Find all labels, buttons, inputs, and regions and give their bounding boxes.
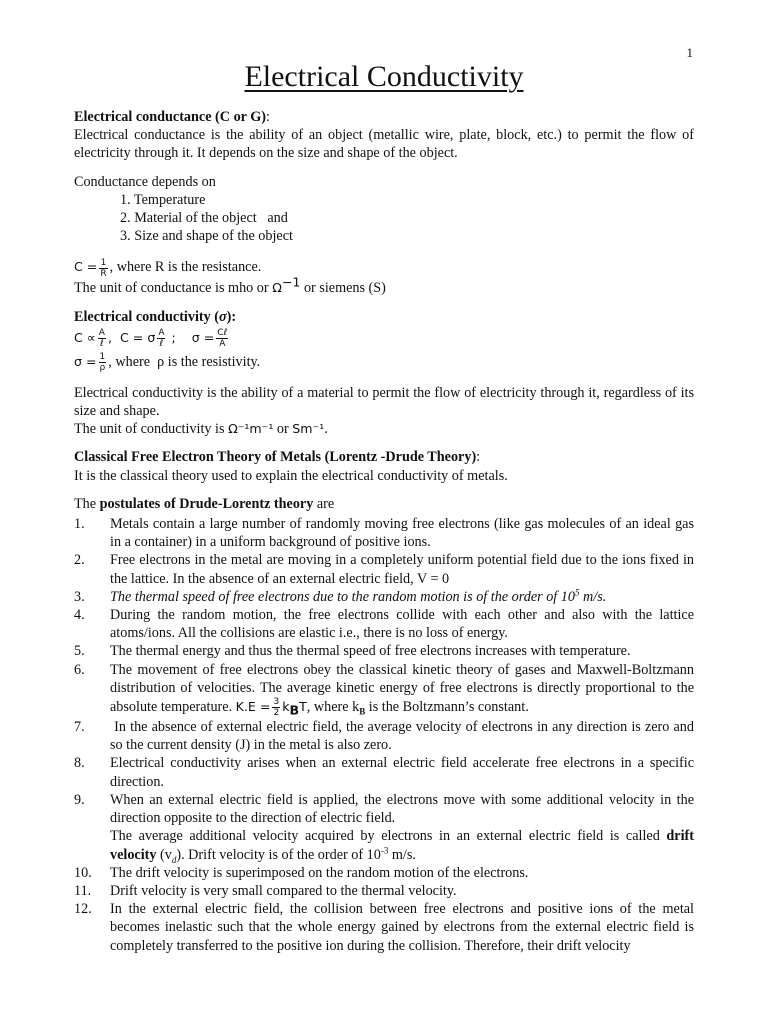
resistivity-formula: σ = $\frac{1}{\rho}$ , where ρ is the resistivity. xyxy=(74,352,261,374)
depends-list xyxy=(120,191,694,246)
list-item: 12. In the external electric field, the collision between free electrons and positive ions of the metal becomes inelastic such that the whole energy gained by electrons from the external electric field is completely transferred to the positive ion during the collision. Therefore, their drift velocity xyxy=(74,901,694,954)
content xyxy=(74,58,698,955)
list-item: 4. During the random motion, the free electrons collide with each other and also with the lattice atoms/ions. All the collisions are elastic i.e., there is no loss of energy. xyxy=(74,607,694,642)
postulates-intro: The postulates of Drude-Lorentz theory are xyxy=(74,495,335,512)
fraction: $\frac{A}{\text{ℓ}}$ xyxy=(158,328,165,350)
list-item: 10. The drift velocity is superimposed on the random motion of the electrons. xyxy=(74,864,529,881)
page-number: 1 xyxy=(686,45,693,60)
list-item: 2. Free electrons in the metal are moving in a completely uniform potential field due to the ions fixed in the lattice. In the absence of an external electric field, V = 0 xyxy=(74,552,694,587)
fraction: $\frac{3}{2}$ xyxy=(273,697,280,719)
conductivity-formulas: C ∝ $\frac{A}{\text{ℓ}}$ , C = σ $\frac{A}{\text{ℓ}}$ ; σ = $\frac{\text{Cℓ}}{A}$ xyxy=(74,328,228,350)
depends-item: 3. Size and shape of the object xyxy=(120,228,293,245)
list-item: 8. Electrical conductivity arises when an external electric field accelerate free electrons in a specific direction. xyxy=(74,755,694,790)
conductance-formula: C = $\frac{1}{R}$ , where R is the resistance. xyxy=(74,257,262,279)
theory-heading: Classical Free Electron Theory of Metals (Lorentz -Drude Theory): xyxy=(74,449,481,466)
conductivity-unit: The unit of conductivity is Ω⁻¹m⁻¹ or Sm⁻¹. xyxy=(74,421,328,438)
list-item: 11. Drift velocity is very small compared to the thermal velocity. xyxy=(74,882,457,899)
depends-item: 1. Temperature xyxy=(120,191,206,208)
conductance-heading: Electrical conductance (C or G): xyxy=(74,109,270,125)
fraction: $\frac{A}{\text{ℓ}}$ xyxy=(98,328,105,350)
list-item: 7. In the absence of external electric field, the average velocity of electrons in any direction is zero and so the current density (J) in the metal is also zero. xyxy=(74,719,698,754)
page-title: Electrical Conductivity xyxy=(244,60,524,93)
list-item: 5. The thermal energy and thus the thermal speed of free electrons increases with temperature. xyxy=(74,643,631,660)
depends-intro: Conductance depends on xyxy=(74,173,216,190)
conductivity-definition: Electrical conductivity is the ability of a material to permit the flow of electricity through it, regardless of its size and shape. xyxy=(74,384,694,420)
list-item: 9. When an external electric field is applied, the electrons move with some additional velocity in the direction opposite to the direction of electric field. The average additional velocity acquired by electrons in an external electric field is called drift velocity $(v_d)$. Drift velocity is of the order of $10^{-3}$ m/s. xyxy=(74,791,694,865)
depends-item: 2. Material of the object and xyxy=(120,210,288,227)
list-item: 3. The thermal speed of free electrons due to the random motion is of the order of $10^5$ m/s. xyxy=(74,587,607,605)
theory-intro: It is the classical theory used to explain the electrical conductivity of metals. xyxy=(74,467,508,484)
fraction: $\frac{\text{Cℓ}}{A}$ xyxy=(217,328,228,350)
fraction: $\frac{1}{R}$ xyxy=(100,257,107,279)
conductivity-heading: Electrical conductivity (σ): xyxy=(74,308,237,325)
conductance-definition: Electrical conductance is the ability of an object (metallic wire, plate, block, etc.) to permit the flow of electricity through it. It depends on the size and shape of the object. xyxy=(74,127,694,162)
list-item: 6. The movement of free electrons obey the classical kinetic theory of gases and Maxwell-Boltzmann distribution of velocities. The average kinetic energy of free electrons is directly proportional to the absolute temperature. K.E = $\frac{3}{2}$ $k_BT$, where $k_B$ is the Boltzmann’s constant. xyxy=(74,661,694,719)
conductance-unit: The unit of conductance is mho or $\Omega^{-1}$ or siemens (S) xyxy=(74,274,386,297)
fraction: $\frac{1}{\rho}$ xyxy=(99,352,106,374)
postulates-list xyxy=(74,515,698,955)
list-item: 1. Metals contain a large number of randomly moving free electrons (like gas molecules of an ideal gas in a container) in a uniform background of positive ions. xyxy=(74,516,694,551)
